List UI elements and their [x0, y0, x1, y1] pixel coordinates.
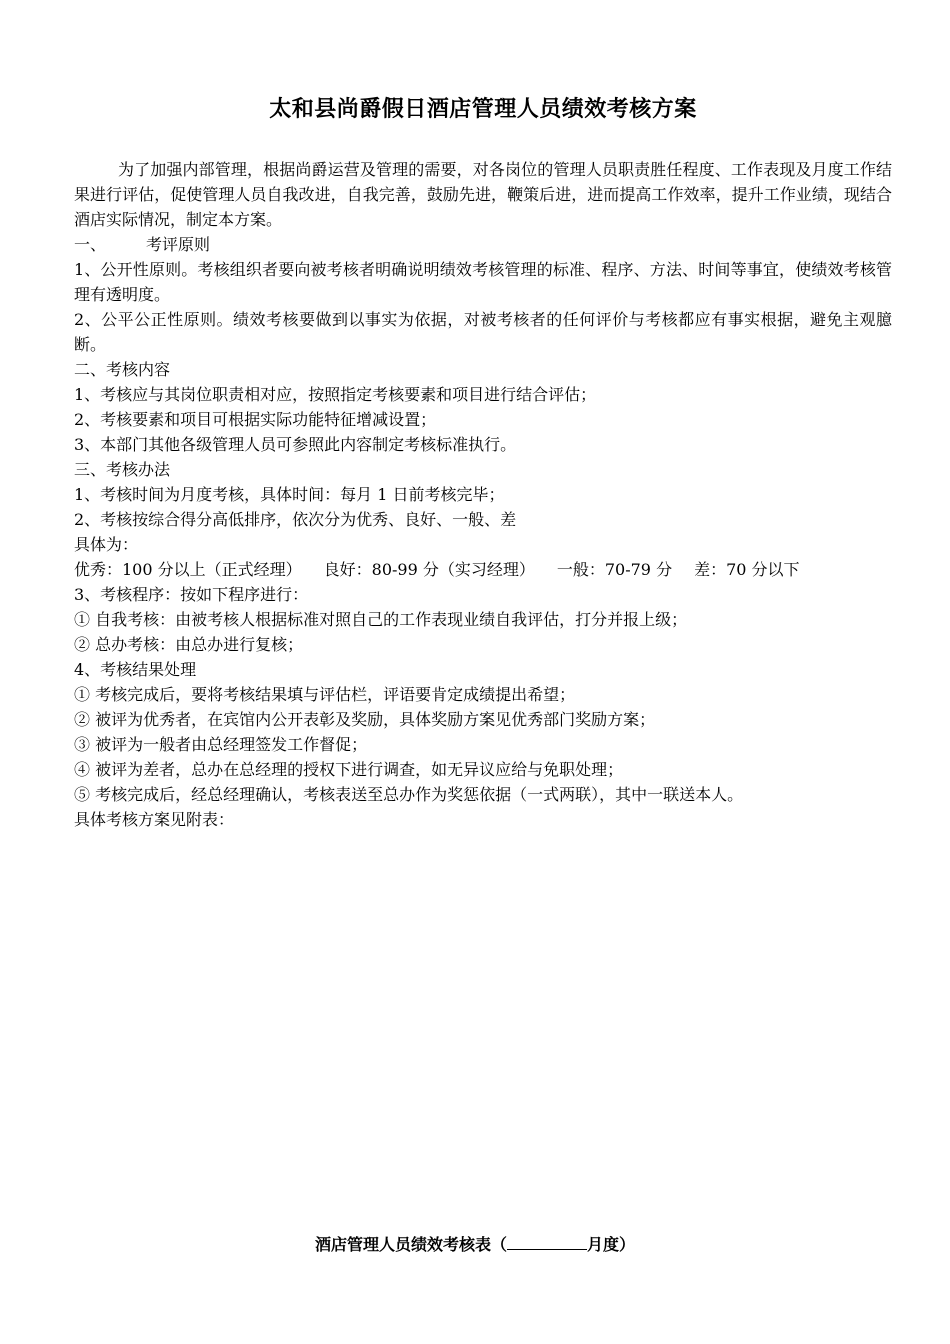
procedure-step-2: ② 总办考核：由总办进行复核；: [74, 635, 304, 654]
result-item-1: ① 考核完成后，要将考核结果填与评估栏，评语要肯定成绩提出希望；: [74, 685, 576, 704]
section-3-heading: 三、考核办法: [74, 460, 171, 479]
grade-scale: [74, 557, 892, 582]
section-1-title: 考评原则: [146, 235, 211, 254]
result-item-3: ③ 被评为一般者由总经理签发工作督促；: [74, 735, 368, 754]
section-2-item-3: 3、本部门其他各级管理人员可参照此内容制定考核标准执行。: [74, 435, 517, 454]
result-item-5: ⑤ 考核完成后，经总经理确认，考核表送至总办作为奖惩依据（一式两联），其中一联送本人。: [74, 785, 744, 804]
document-page: [74, 92, 892, 832]
result-item-2: ② 被评为优秀者，在宾馆内公开表彰及奖励，具体奖励方案见优秀部门奖励方案；: [74, 710, 656, 729]
section-3-item-2: 2、考核按综合得分高低排序，依次分为优秀、良好、一般、差: [74, 510, 517, 529]
table-title-suffix: 月度）: [587, 1235, 636, 1254]
section-3-item-1: 1、考核时间为月度考核，具体时间：每月 1 日前考核完毕；: [74, 485, 505, 504]
document-title: 太和县尚爵假日酒店管理人员绩效考核方案: [269, 97, 697, 122]
grade-excellent: 优秀：100 分以上（正式经理）: [74, 560, 302, 579]
appendix-note: 具体考核方案见附表：: [74, 810, 235, 829]
section-3-item-4: 4、考核结果处理: [74, 660, 197, 679]
month-blank: [507, 1235, 587, 1250]
section-1-number: 一、: [74, 235, 107, 254]
grade-poor: 差：70 分以下: [694, 560, 800, 579]
section-2-item-2: 2、考核要素和项目可根据实际功能特征增减设置；: [74, 410, 437, 429]
section-2-heading: 二、考核内容: [74, 360, 171, 379]
section-1-item-2: 2、公平公正性原则。绩效考核要做到以事实为依据，对被考核者的任何评价与考核都应有事实根据，避免主观臆断。: [74, 310, 892, 354]
intro-paragraph: 为了加强内部管理，根据尚爵运营及管理的需要，对各岗位的管理人员职责胜任程度、工作表现及月度工作结果进行评估，促使管理人员自我改进，自我完善，鼓励先进，鞭策后进，进而提高工作效率，提升工作业绩，现结合酒店实际情况，制定本方案。: [74, 160, 892, 229]
section-1-item-1: 1、公开性原则。考核组织者要向被考核者明确说明绩效考核管理的标准、程序、方法、时间等事宜，使绩效考核管理有透明度。: [74, 260, 892, 304]
appraisal-table-title: [0, 1232, 950, 1255]
grades-intro: 具体为：: [74, 535, 139, 554]
section-3-item-3: 3、考核程序：按如下程序进行：: [74, 585, 309, 604]
table-title-prefix: 酒店管理人员绩效考核表（: [314, 1235, 507, 1254]
section-1-heading: [74, 232, 892, 257]
procedure-step-1: ① 自我考核：由被考核人根据标准对照自己的工作表现业绩自我评估，打分并报上级；: [74, 610, 688, 629]
grade-average: 一般：70-79 分: [556, 560, 673, 579]
section-2-item-1: 1、考核应与其岗位职责相对应，按照指定考核要素和项目进行结合评估；: [74, 385, 597, 404]
grade-good: 良好：80-99 分（实习经理）: [323, 560, 535, 579]
result-item-4: ④ 被评为差者，总办在总经理的授权下进行调查，如无异议应给与免职处理；: [74, 760, 624, 779]
